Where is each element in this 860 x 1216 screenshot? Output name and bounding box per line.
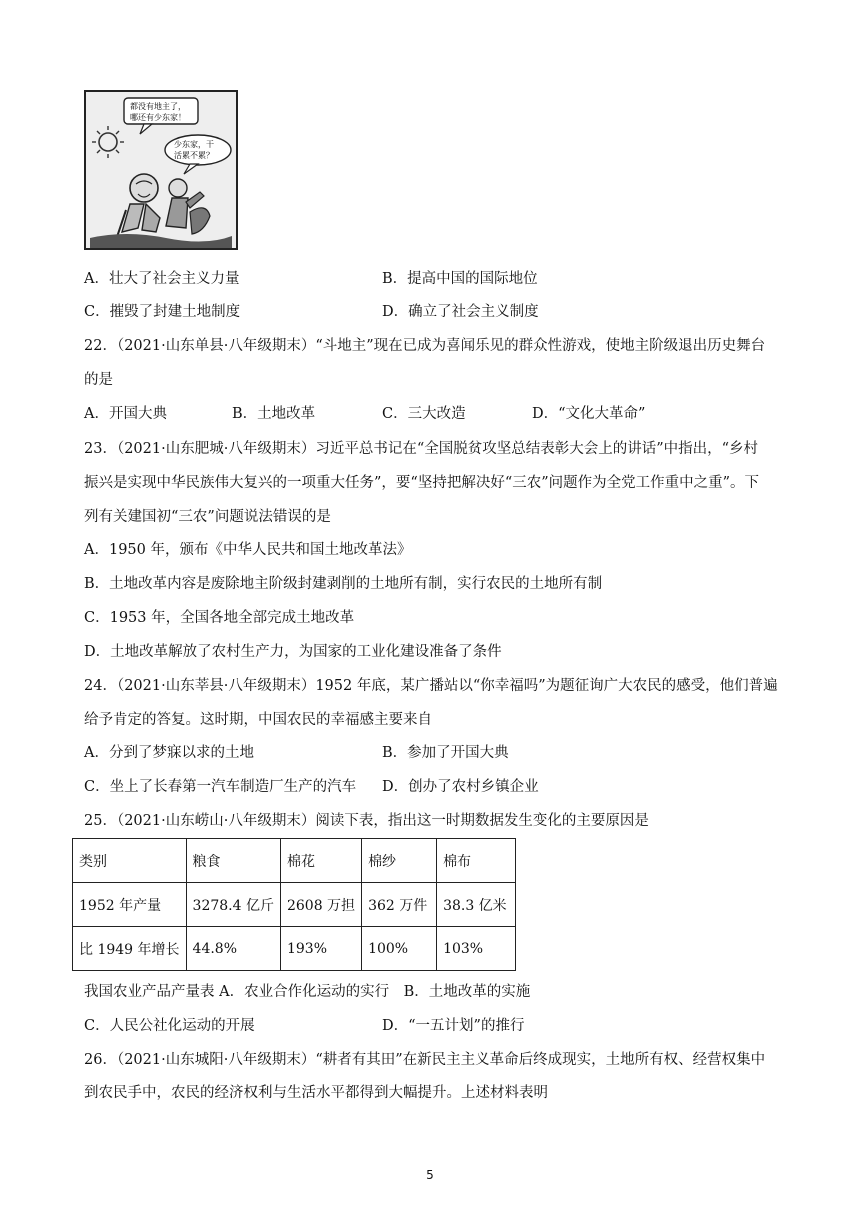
q21-option-b: B．提高中国的国际地位 [382,271,538,287]
q26-stem-line2: 到农民手中，农民的经济权利与生活水平都得到大幅提升。上述材料表明 [84,1085,548,1101]
table-row [73,883,516,927]
table-cell: 粮食 [186,839,280,883]
q22-stem-line2: 的是 [84,372,113,388]
table-cell: 362 万件 [362,883,437,927]
table-cell: 类别 [73,839,187,883]
q25-stem-line1: 25．（2021·山东崂山·八年级期末）阅读下表，指出这一时期数据发生变化的主要原因是 [84,813,649,829]
q23-option-a: A．1950 年，颁布《中华人民共和国土地改革法》 [84,542,412,558]
table-cell: 1952 年产量 [73,883,187,927]
production-table [72,838,516,971]
table-row [73,927,516,971]
cartoon-image [84,90,238,250]
q22-option-c: C．三大改造 [382,406,466,422]
q22-stem-line1: 22．（2021·山东单县·八年级期末）“斗地主”现在已成为喜闻乐见的群众性游戏，使地主阶级退出历史舞台 [84,338,766,354]
page-number: 5 [426,1168,434,1182]
q25-option-d: D．“一五计划”的推行 [382,1018,525,1034]
q23-option-c: C．1953 年，全国各地全部完成土地改革 [84,610,355,626]
q22-option-d: D．“文化大革命” [532,406,646,422]
bubble2-line2: 活累不累？ [174,151,214,160]
q24-option-c: C．坐上了长春第一汽车制造厂生产的汽车 [84,779,357,795]
table-cell: 38.3 亿米 [437,883,516,927]
table-cell: 棉布 [437,839,516,883]
cartoon-drawing [86,92,236,248]
q25-option-c: C．人民公社化运动的开展 [84,1018,255,1034]
table-cell: 103% [437,927,516,971]
q24-stem-line1: 24．（2021·山东莘县·八年级期末）1952 年底，某广播站以“你幸福吗”为题征询广大农民的感受，他们普遍 [84,678,778,694]
table-cell: 2608 万担 [280,883,361,927]
q22-option-b: B．土地改革 [232,406,316,422]
q24-option-d: D．创办了农村乡镇企业 [382,779,539,795]
q24-option-a: A．分到了梦寐以求的土地 [84,745,254,761]
q23-option-d: D．土地改革解放了农村生产力，为国家的工业化建设准备了条件 [84,644,502,660]
table-cell: 3278.4 亿斤 [186,883,280,927]
bubble1-line2: 哪还有少东家！ [130,113,186,122]
q26-stem-line1: 26．（2021·山东城阳·八年级期末）“耕者有其田”在新民主主义革命后终成现实，土地所有权、经营权集中 [84,1052,766,1068]
q21-option-a: A．壮大了社会主义力量 [84,271,240,287]
table-cell: 棉纱 [362,839,437,883]
q23-stem-line1: 23．（2021·山东肥城·八年级期末）习近平总书记在“全国脱贫攻坚总结表彰大会上的讲话”中指出，“乡村 [84,441,759,457]
bubble1-line1: 都没有地主了， [130,102,186,111]
q22-option-a: A．开国大典 [84,406,167,422]
bubble2-line1: 少东家，干 [174,140,214,149]
q23-stem-line3: 列有关建国初“三农”问题说法错误的是 [84,509,331,525]
table-cell: 193% [280,927,361,971]
q21-option-d: D．确立了社会主义制度 [382,304,539,320]
table-cell: 棉花 [280,839,361,883]
table-cell: 比 1949 年增长 [73,927,187,971]
q23-option-b: B．土地改革内容是废除地主阶级封建剥削的土地所有制，实行农民的土地所有制 [84,576,603,592]
q24-option-b: B．参加了开国大典 [382,745,509,761]
q21-option-c: C．摧毁了封建土地制度 [84,304,241,320]
table-cell: 100% [362,927,437,971]
q24-stem-line2: 给予肯定的答复。这时期，中国农民的幸福感主要来自 [84,712,432,728]
table-cell: 44.8% [186,927,280,971]
table-row [73,839,516,883]
q23-stem-line2: 振兴是实现中华民族伟大复兴的一项重大任务”，要“坚持把解决好“三农”问题作为全党工作重中之重”。下 [84,475,760,491]
q25-caption-options-ab: 我国农业产品产量表 A．农业合作化运动的实行 B．土地改革的实施 [84,984,531,1000]
